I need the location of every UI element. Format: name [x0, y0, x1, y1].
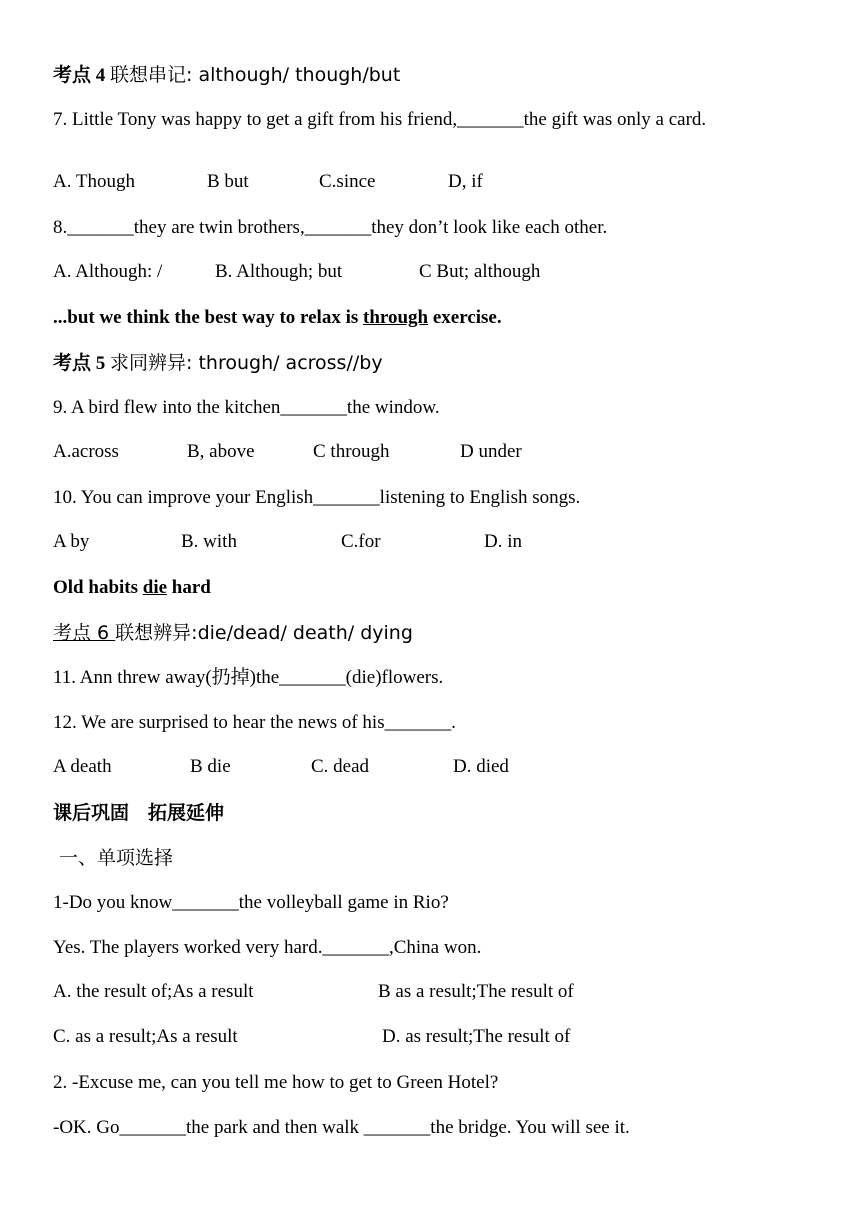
question-7: 7. Little Tony was happy to get a gift from his friend,_______the gift was only a card.	[53, 109, 707, 130]
sentence-die	[53, 576, 211, 600]
option-b: B. with	[181, 531, 237, 552]
highlighted-word: through	[363, 307, 429, 328]
sentence-text: Old habits	[53, 577, 143, 598]
option-d: D, if	[448, 171, 483, 192]
option-b: B, above	[187, 441, 255, 462]
option-c: C. as a result;As a result	[53, 1026, 238, 1047]
option-d: D. as result;The result of	[382, 1026, 571, 1047]
kaodian-label: 考点 6	[53, 622, 116, 644]
kaodian-topic: 联想辨异:die/dead/ death/ dying	[115, 622, 413, 644]
kaodian-4-heading	[53, 63, 400, 88]
kaodian-5-heading	[53, 351, 383, 376]
option-a: A. the result of;As a result	[53, 981, 254, 1002]
highlighted-word: die	[142, 577, 168, 598]
practice-1-question: 1-Do you know_______the volleyball game in Rio?	[53, 892, 449, 913]
sentence-text: exercise.	[428, 307, 502, 328]
option-d: D. in	[484, 531, 522, 552]
practice-1-answer: Yes. The players worked very hard._______,China won.	[53, 937, 482, 958]
option-d: D under	[460, 441, 522, 462]
kaodian-label: 考点	[53, 352, 92, 374]
option-b: B as a result;The result of	[378, 981, 574, 1002]
question-11: 11. Ann threw away(扔掉)the_______(die)flowers.	[53, 667, 444, 688]
kaodian-number: 4	[91, 65, 111, 86]
option-a: A.across	[53, 441, 119, 462]
option-c: C.for	[341, 531, 381, 552]
kaodian-topic: 求同辨异: through/ across//by	[110, 352, 383, 374]
option-b: B. Although; but	[215, 261, 343, 282]
option-a: A. Although: /	[53, 261, 163, 282]
option-d: D. died	[453, 756, 509, 777]
sub-title: 一、单项选择	[53, 847, 174, 869]
option-a: A. Though	[53, 171, 135, 192]
question-12: 12. We are surprised to hear the news of his_______.	[53, 712, 456, 733]
sentence-text: ...but we think the best way to relax is	[53, 307, 363, 328]
option-c: C through	[313, 441, 390, 462]
kaodian-label: 考点	[53, 64, 92, 86]
question-9: 9. A bird flew into the kitchen_______the window.	[53, 397, 440, 418]
option-c: C.since	[319, 171, 376, 192]
option-c: C But; although	[419, 261, 541, 282]
kaodian-topic: 联想串记: although/ though/but	[110, 64, 401, 86]
kaodian-6-heading	[53, 621, 413, 646]
option-a: A by	[53, 531, 90, 552]
option-b: B die	[190, 756, 231, 777]
sentence-through	[53, 306, 502, 330]
kaodian-number: 5	[91, 353, 111, 374]
option-c: C. dead	[311, 756, 370, 777]
question-10: 10. You can improve your English_______listening to English songs.	[53, 487, 581, 508]
section-title: 课后巩固 拓展延伸	[53, 802, 225, 824]
practice-2-question: 2. -Excuse me, can you tell me how to get to Green Hotel?	[53, 1072, 499, 1093]
question-8: 8._______they are twin brothers,_______they don’t look like each other.	[53, 217, 608, 238]
sentence-text: hard	[167, 577, 211, 598]
practice-2-answer: -OK. Go_______the park and then walk _______the bridge. You will see it.	[53, 1117, 630, 1138]
option-a: A death	[53, 756, 112, 777]
option-b: B but	[207, 171, 249, 192]
